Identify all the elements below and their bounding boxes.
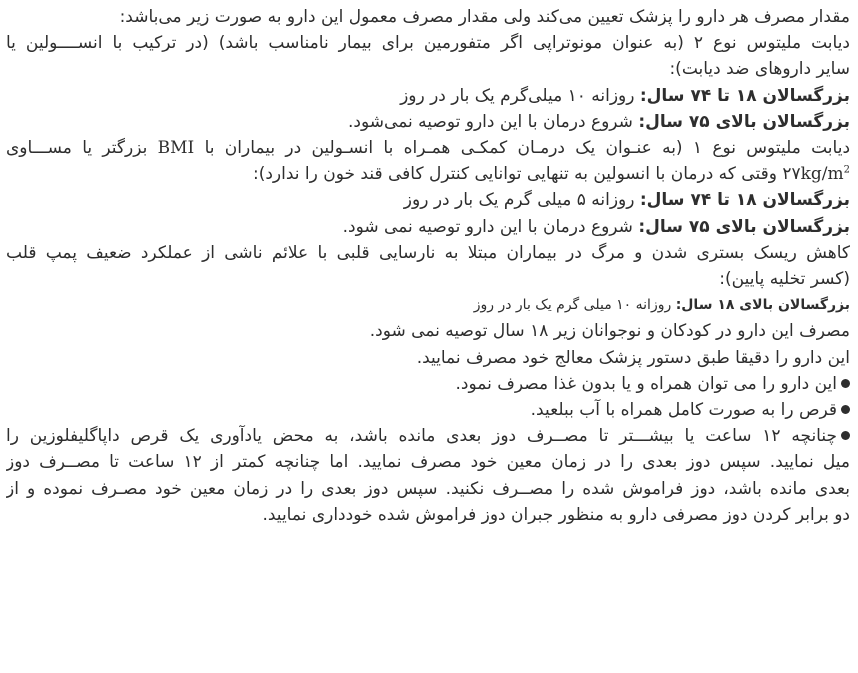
bullet-text: این دارو را می توان همراه و یا بدون غذا مصرف نمود. [455, 373, 837, 394]
heart-failure-heading-line2: (کسر تخلیه پایین): [719, 269, 850, 290]
type1-elderly-dose [6, 214, 850, 240]
bullet-icon [841, 431, 850, 440]
type2-elderly-text: شروع درمان با این دارو توصیه نمی‌شود. [348, 111, 639, 132]
heart-failure-label: بزرگسالان بالای ۱۸ سال: [675, 297, 850, 314]
type2-diabetes-heading-line2: سایر داروهای ضد دیابت): [669, 59, 850, 80]
type1-elderly-text: شروع درمان با این دارو توصیه نمی شود. [342, 216, 639, 237]
missed-dose-line4: دو برابر کردن دوز مصرفی دارو به منظور جبران دوز فراموش شده خودداری نمایید. [262, 504, 850, 525]
type2-adult-dose [6, 83, 850, 109]
bullet-icon [841, 379, 850, 388]
bullet-item [6, 397, 850, 423]
heart-failure-text: روزانه ۱۰ میلی گرم یک بار در روز [473, 297, 676, 314]
missed-dose-line3: بعدی مانده باشد، دوز فراموش شده را مصــرف نکنید. سپس دوز بعدی را در زمان معین خود مصـرف نموده و از [6, 478, 850, 499]
type1-diabetes-heading-line2 [6, 161, 850, 187]
bullet-icon [841, 405, 850, 414]
type2-diabetes-heading-line1: دیابت ملیتوس نوع ۲ (به عنوان مونوتراپی اگر متفورمین برای بیمار نامناسب باشد) (در ترکیب با انســــولین یا [6, 33, 850, 54]
missed-dose-line1 [6, 423, 850, 449]
children-warning: مصرف این دارو در کودکان و نوجوانان زیر ۱۸ سال توصیه نمی شود. [369, 321, 850, 342]
type2-adult-text: روزانه ۱۰ میلی‌گرم یک بار در روز [400, 85, 640, 106]
type2-elderly-label: بزرگسالان بالای ۷۵ سال: [638, 111, 850, 132]
type1-adult-dose [6, 187, 850, 213]
bullet-text: قرص را به صورت کامل همراه با آب ببلعید. [530, 400, 837, 421]
missed-dose-text-line1: چنانچه ۱۲ ساعت یا بیشـــتر تا مصــرف دوز بعدی مانده باشد، به محض یادآوری یک قرص داپاگلیفلوزین را [6, 426, 837, 447]
type1-diabetes-heading-line1 [6, 135, 850, 161]
bmi-threshold-exponent: 2 [843, 164, 850, 176]
type1-adult-label: بزرگسالان ۱۸ تا ۷۴ سال: [639, 190, 850, 211]
heart-failure-heading-line1: کاهش ریسک بستری شدن و مرگ در بیماران مبتلا به نارسایی قلبی با علائم ناشی از عملکرد ضعیف پمپ قلب [6, 242, 850, 263]
type2-adult-label: بزرگسالان ۱۸ تا ۷۴ سال: [639, 85, 850, 106]
bmi-threshold [782, 164, 850, 184]
missed-dose-line2: میل نمایید. سپس دوز بعدی را در زمان معین خود مصرف نمایید. اما چنانچه کمتر از ۱۲ ساعت تا مصــرف دوز [6, 452, 850, 473]
intro-text: مقدار مصرف هر دارو را پزشک تعیین می‌کند ولی مقدار مصرف معمول این دارو به صورت زیر می‌باشد: [119, 7, 850, 27]
bullet-item [6, 371, 850, 397]
bmi-threshold-value: ۲۷kg/m [782, 164, 844, 185]
type1-heading-text-line2: وقتی که درمان با انسولین به تنهایی توانایی کنترل کافی قند خون را ندارد): [252, 164, 783, 185]
bmi-term: BMI [157, 138, 195, 159]
type1-elderly-label: بزرگسالان بالای ۷۵ سال: [638, 216, 850, 237]
type1-heading-text: دیابت ملیتوس نوع ۱ (به عنـوان یک درمـان کمکـی همـراه با انسـولین در بیماران با [204, 138, 850, 159]
type1-heading-text-end: بزرگتر یا مســـاوی [6, 138, 158, 159]
exact-use-instruction: این دارو را دقیقا طبق دستور پزشک معالج خود مصرف نمایید. [416, 347, 850, 368]
type1-adult-text: روزانه ۵ میلی گرم یک بار در روز [403, 190, 640, 211]
type2-elderly-dose [6, 109, 850, 135]
heart-failure-dose [6, 292, 850, 318]
